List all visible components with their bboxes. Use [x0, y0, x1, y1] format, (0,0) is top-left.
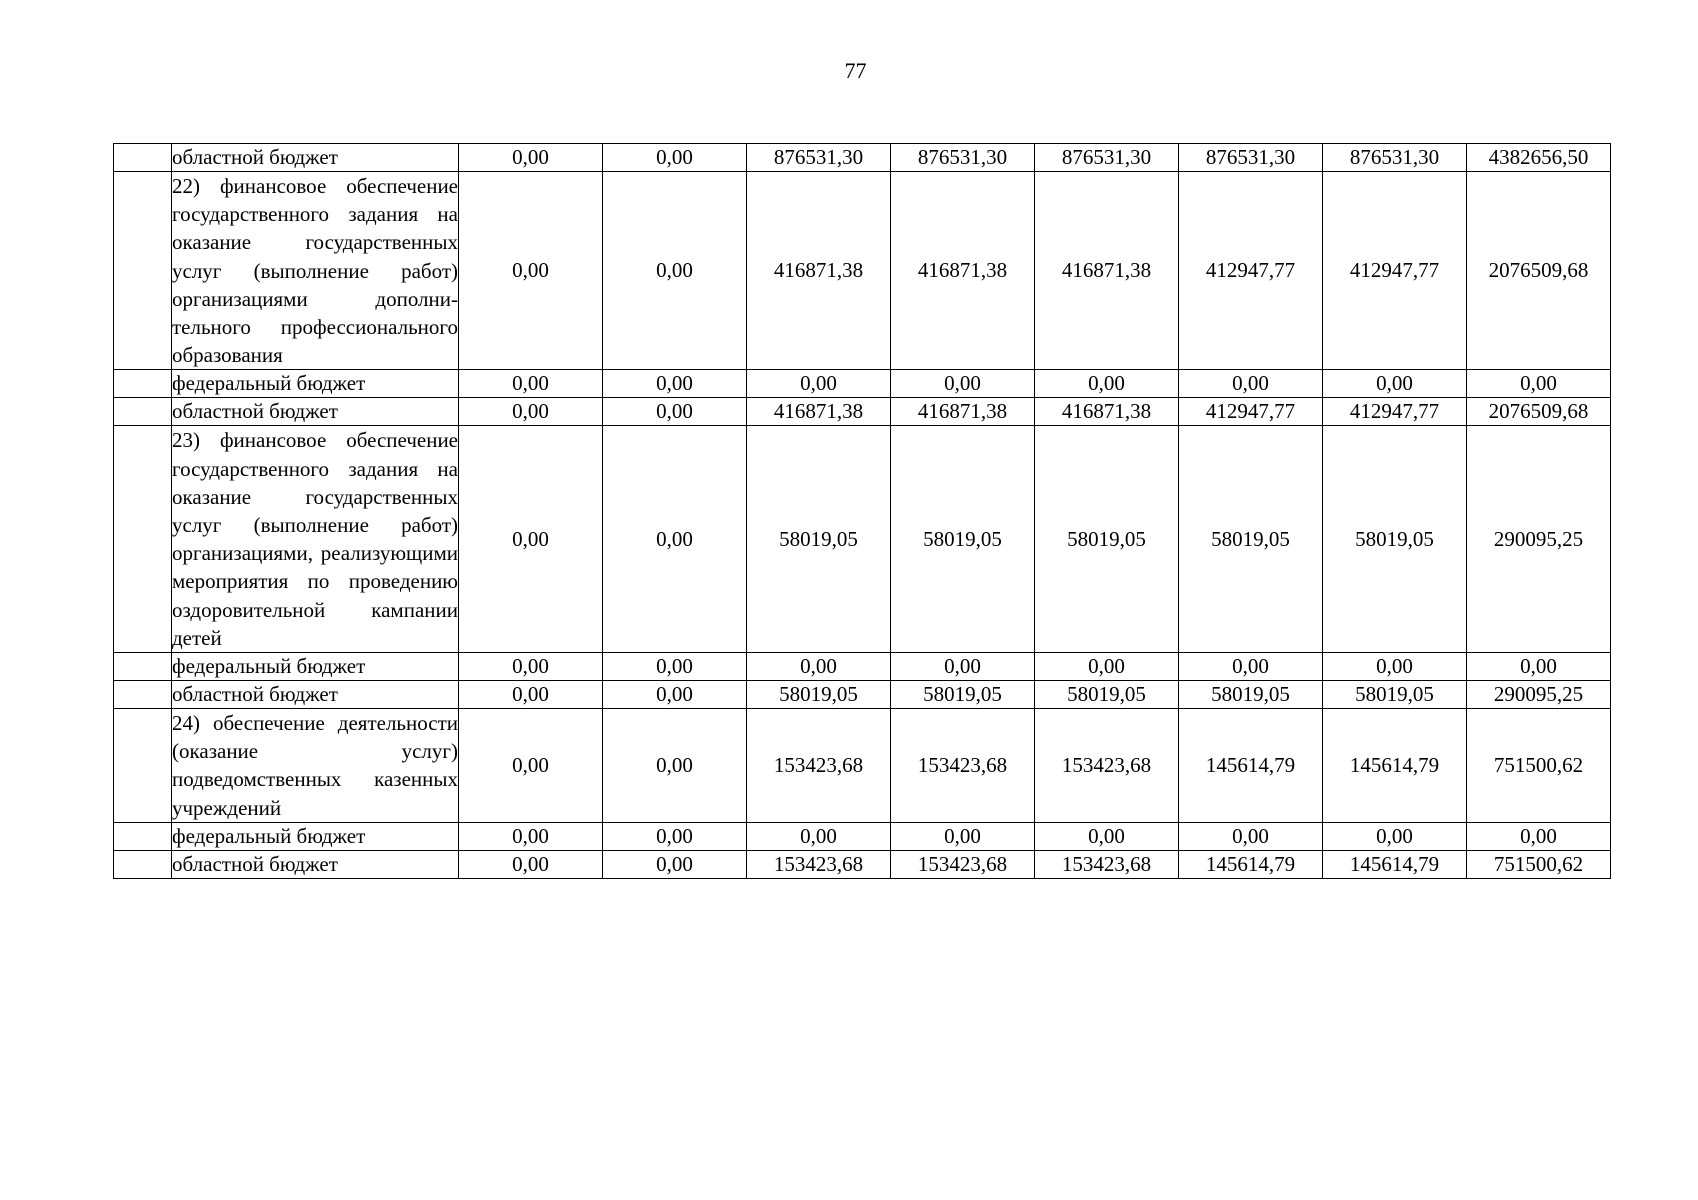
value-cell: 0,00: [1179, 822, 1323, 850]
total-cell: 290095,25: [1467, 426, 1611, 653]
value-cell: 0,00: [1323, 653, 1467, 681]
total-cell: 0,00: [1467, 822, 1611, 850]
table-row-federal-budget: [114, 822, 1611, 850]
value-cell: 0,00: [459, 681, 603, 709]
value-cell: 0,00: [459, 370, 603, 398]
value-cell: 416871,38: [747, 172, 891, 370]
row-number-cell: [114, 144, 172, 172]
table-row-item-23: [114, 426, 1611, 653]
value-cell: 416871,38: [1035, 398, 1179, 426]
value-cell: 58019,05: [1035, 426, 1179, 653]
value-cell: 412947,77: [1323, 398, 1467, 426]
row-label: областной бюджет: [172, 144, 459, 172]
value-cell: 416871,38: [747, 398, 891, 426]
value-cell: 0,00: [1035, 370, 1179, 398]
value-cell: 0,00: [459, 822, 603, 850]
table-row-item-22: [114, 172, 1611, 370]
row-label: 22) финансовое обеспечение государственного задания на оказание государственных услуг (выполнение работ) организациями дополни-тельного профессионального образования: [172, 172, 459, 370]
row-label: областной бюджет: [172, 398, 459, 426]
value-cell: 412947,77: [1179, 172, 1323, 370]
value-cell: 876531,30: [1323, 144, 1467, 172]
table-row-federal-budget: [114, 653, 1611, 681]
row-number-cell: [114, 370, 172, 398]
value-cell: 153423,68: [891, 850, 1035, 878]
value-cell: 0,00: [1035, 653, 1179, 681]
row-number-cell: [114, 172, 172, 370]
value-cell: 0,00: [603, 426, 747, 653]
row-number-cell: [114, 709, 172, 823]
budget-table: [113, 143, 1611, 879]
value-cell: 58019,05: [747, 681, 891, 709]
value-cell: 153423,68: [747, 850, 891, 878]
value-cell: 876531,30: [747, 144, 891, 172]
page-number: 77: [844, 58, 867, 83]
table-row-oblast-budget: [114, 144, 1611, 172]
value-cell: 0,00: [891, 370, 1035, 398]
value-cell: 58019,05: [1035, 681, 1179, 709]
value-cell: 412947,77: [1323, 172, 1467, 370]
budget-table-body: [114, 144, 1611, 879]
total-cell: 0,00: [1467, 653, 1611, 681]
value-cell: 0,00: [459, 709, 603, 823]
value-cell: 0,00: [747, 370, 891, 398]
value-cell: 0,00: [603, 172, 747, 370]
value-cell: 58019,05: [747, 426, 891, 653]
value-cell: 145614,79: [1179, 709, 1323, 823]
value-cell: 0,00: [603, 681, 747, 709]
row-label: областной бюджет: [172, 681, 459, 709]
value-cell: 412947,77: [1179, 398, 1323, 426]
value-cell: 0,00: [1323, 370, 1467, 398]
value-cell: 0,00: [1323, 822, 1467, 850]
value-cell: 416871,38: [891, 398, 1035, 426]
table-row-item-24: [114, 709, 1611, 823]
value-cell: 0,00: [603, 822, 747, 850]
value-cell: 145614,79: [1179, 850, 1323, 878]
total-cell: 2076509,68: [1467, 398, 1611, 426]
value-cell: 0,00: [603, 398, 747, 426]
row-label: областной бюджет: [172, 850, 459, 878]
table-row-oblast-budget: [114, 681, 1611, 709]
value-cell: 0,00: [459, 426, 603, 653]
row-label: федеральный бюджет: [172, 822, 459, 850]
value-cell: 0,00: [891, 653, 1035, 681]
value-cell: 0,00: [747, 822, 891, 850]
table-row-federal-budget: [114, 370, 1611, 398]
value-cell: 876531,30: [891, 144, 1035, 172]
total-cell: 290095,25: [1467, 681, 1611, 709]
value-cell: 416871,38: [1035, 172, 1179, 370]
value-cell: 0,00: [603, 709, 747, 823]
row-label: федеральный бюджет: [172, 653, 459, 681]
row-number-cell: [114, 398, 172, 426]
value-cell: 0,00: [459, 653, 603, 681]
value-cell: 0,00: [459, 144, 603, 172]
value-cell: 0,00: [1035, 822, 1179, 850]
total-cell: 2076509,68: [1467, 172, 1611, 370]
value-cell: 0,00: [1179, 653, 1323, 681]
value-cell: 58019,05: [891, 426, 1035, 653]
value-cell: 0,00: [891, 822, 1035, 850]
total-cell: 4382656,50: [1467, 144, 1611, 172]
row-number-cell: [114, 850, 172, 878]
value-cell: 153423,68: [1035, 709, 1179, 823]
value-cell: 153423,68: [1035, 850, 1179, 878]
value-cell: 0,00: [459, 172, 603, 370]
value-cell: 58019,05: [1179, 681, 1323, 709]
value-cell: 153423,68: [891, 709, 1035, 823]
total-cell: 0,00: [1467, 370, 1611, 398]
value-cell: 58019,05: [1179, 426, 1323, 653]
row-label: федеральный бюджет: [172, 370, 459, 398]
value-cell: 416871,38: [891, 172, 1035, 370]
value-cell: 145614,79: [1323, 850, 1467, 878]
table-row-oblast-budget: [114, 398, 1611, 426]
value-cell: 153423,68: [747, 709, 891, 823]
table-row-oblast-budget: [114, 850, 1611, 878]
value-cell: 0,00: [603, 370, 747, 398]
value-cell: 0,00: [459, 398, 603, 426]
row-label: 24) обеспечение деятельности (оказание услуг) подведомственных казенных учреждений: [172, 709, 459, 823]
value-cell: 0,00: [1179, 370, 1323, 398]
value-cell: 145614,79: [1323, 709, 1467, 823]
total-cell: 751500,62: [1467, 709, 1611, 823]
value-cell: 0,00: [747, 653, 891, 681]
value-cell: 0,00: [603, 653, 747, 681]
value-cell: 58019,05: [891, 681, 1035, 709]
value-cell: 0,00: [459, 850, 603, 878]
value-cell: 876531,30: [1179, 144, 1323, 172]
total-cell: 751500,62: [1467, 850, 1611, 878]
value-cell: 58019,05: [1323, 681, 1467, 709]
row-number-cell: [114, 681, 172, 709]
value-cell: 0,00: [603, 144, 747, 172]
value-cell: 0,00: [603, 850, 747, 878]
row-label: 23) финансовое обеспечение государственного задания на оказание государственных услуг (выполнение работ) организациями, реализующими мероприятия по проведению оздоровительной кампании детей: [172, 426, 459, 653]
value-cell: 58019,05: [1323, 426, 1467, 653]
row-number-cell: [114, 653, 172, 681]
row-number-cell: [114, 822, 172, 850]
value-cell: 876531,30: [1035, 144, 1179, 172]
row-number-cell: [114, 426, 172, 653]
